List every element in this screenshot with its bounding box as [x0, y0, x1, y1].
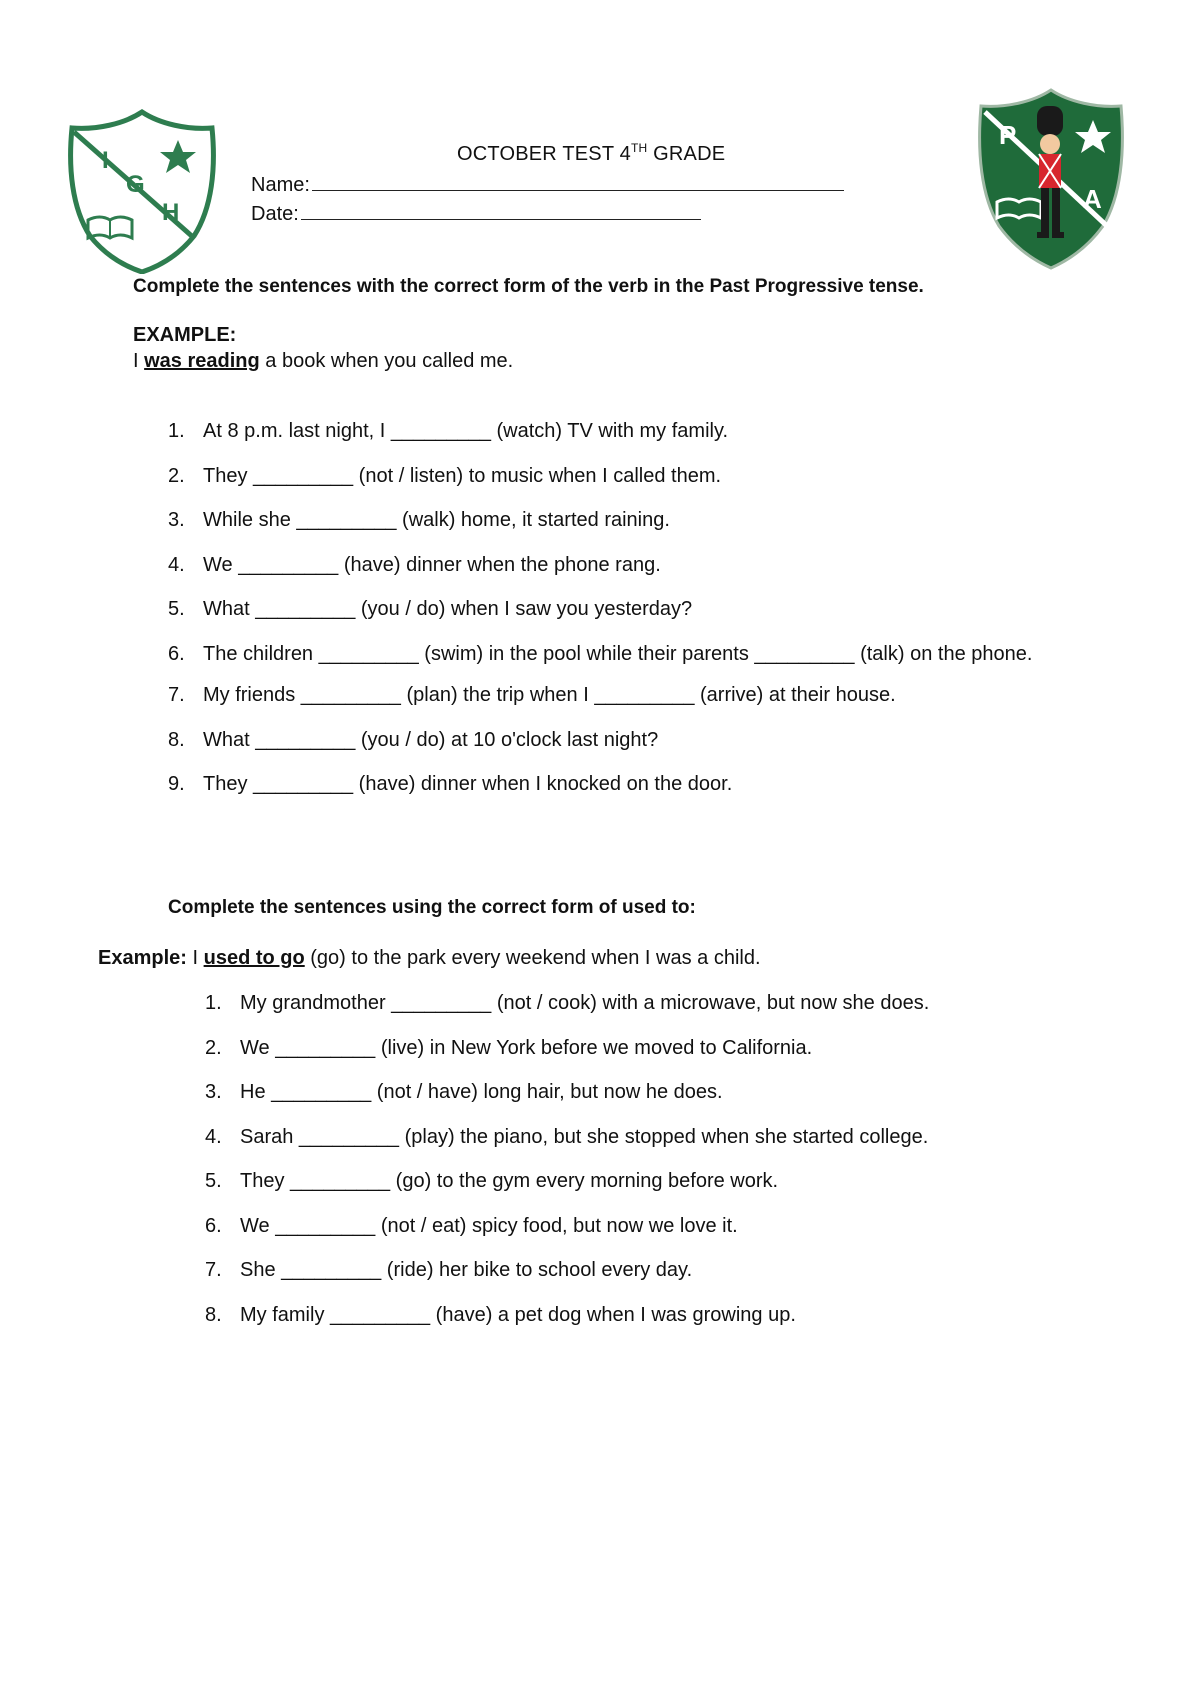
section1-instruction: Complete the sentences with the correct form of the verb in the Past Progressive tense. — [133, 276, 924, 297]
date-input-line[interactable] — [301, 201, 701, 220]
question-number: 3. — [205, 1081, 222, 1103]
question-text: They _________ (go) to the gym every morning before work. — [240, 1170, 779, 1192]
question-item — [205, 1125, 1080, 1150]
section2-example-answer: used to go — [203, 947, 305, 969]
question-number: 1. — [168, 420, 185, 442]
section1-example-answer: was reading — [144, 350, 260, 372]
question-item — [205, 1303, 1080, 1328]
question-number: 2. — [205, 1037, 222, 1059]
question-text: What _________ (you / do) at 10 o'clock last night? — [203, 729, 659, 751]
title-end: GRADE — [653, 143, 726, 165]
igh-crest-logo — [66, 108, 218, 274]
name-input-line[interactable] — [312, 172, 844, 191]
question-item — [205, 1036, 1080, 1061]
question-item — [168, 772, 1033, 797]
question-number: 8. — [168, 729, 185, 751]
question-text: My grandmother _________ (not / cook) with a microwave, but now she does. — [240, 992, 930, 1014]
question-text: She _________ (ride) her bike to school every day. — [240, 1259, 693, 1281]
question-text: Sarah _________ (play) the piano, but she stopped when she started college. — [240, 1126, 929, 1148]
question-text: They _________ (have) dinner when I knocked on the door. — [203, 773, 733, 795]
question-text: My family _________ (have) a pet dog when I was growing up. — [240, 1304, 796, 1326]
svg-text:I: I — [102, 147, 109, 174]
question-number: 9. — [168, 773, 185, 795]
name-label: Name: — [251, 174, 310, 196]
question-number: 3. — [168, 509, 185, 531]
date-label: Date: — [251, 203, 299, 225]
section1-example-prefix: I — [133, 350, 145, 372]
section2-example-suffix: (go) to the park every weekend when I was a child. — [304, 947, 761, 969]
question-number: 5. — [205, 1170, 222, 1192]
section2-example-prefix: I — [186, 947, 204, 969]
question-number: 4. — [168, 554, 185, 576]
question-number: 2. — [168, 465, 185, 487]
question-text: They _________ (not / listen) to music when I called them. — [203, 465, 722, 487]
question-item — [205, 1214, 1080, 1239]
date-field — [251, 201, 701, 226]
question-text: My friends _________ (plan) the trip when I _________ (arrive) at their house. — [203, 684, 896, 706]
question-number: 1. — [205, 992, 222, 1014]
test-title — [457, 143, 725, 166]
question-item — [168, 728, 1033, 753]
question-number: 7. — [168, 684, 185, 706]
svg-text:A: A — [1083, 184, 1102, 214]
section2-instruction: Complete the sentences using the correct form of used to: — [168, 897, 696, 918]
svg-text:G: G — [126, 171, 145, 198]
question-text: We _________ (have) dinner when the phone rang. — [203, 554, 661, 576]
section1-example-sentence — [133, 350, 513, 373]
question-item — [168, 683, 1033, 708]
question-number: 6. — [205, 1215, 222, 1237]
question-text: He _________ (not / have) long hair, but now he does. — [240, 1081, 723, 1103]
pa-crest-logo — [975, 86, 1127, 272]
section2-example-label: Example: — [98, 947, 187, 969]
section1-example-suffix: a book when you called me. — [259, 350, 514, 372]
question-item — [205, 1169, 1080, 1194]
question-item — [205, 991, 1080, 1016]
question-text: What _________ (you / do) when I saw you yesterday? — [203, 598, 693, 620]
question-text: We _________ (not / eat) spicy food, but now we love it. — [240, 1215, 738, 1237]
svg-text:H: H — [162, 199, 180, 226]
question-item — [205, 1080, 1080, 1105]
section1-example-label: EXAMPLE: — [133, 324, 237, 346]
question-number: 6. — [168, 643, 185, 665]
question-number: 4. — [205, 1126, 222, 1148]
question-item — [168, 419, 1033, 444]
question-text: The children _________ (swim) in the pool while their parents _________ (talk) on the phone. — [203, 643, 1033, 665]
question-number: 7. — [205, 1259, 222, 1281]
question-item — [168, 464, 1033, 489]
title-main: OCTOBER TEST 4 — [457, 143, 631, 165]
question-item — [168, 597, 1033, 622]
question-item — [168, 642, 1033, 667]
section2-example-sentence — [98, 947, 761, 970]
title-superscript: TH — [630, 141, 648, 155]
question-text: We _________ (live) in New York before we moved to California. — [240, 1037, 813, 1059]
question-text: At 8 p.m. last night, I _________ (watch) TV with my family. — [203, 420, 729, 442]
name-field — [251, 172, 844, 197]
question-item — [168, 553, 1033, 578]
section2-question-list — [205, 991, 1080, 1328]
question-text: While she _________ (walk) home, it started raining. — [203, 509, 670, 531]
section1-question-list — [168, 419, 1033, 797]
question-item — [168, 508, 1033, 533]
question-number: 8. — [205, 1304, 222, 1326]
question-item — [205, 1258, 1080, 1283]
svg-text:P: P — [999, 120, 1017, 150]
question-number: 5. — [168, 598, 185, 620]
